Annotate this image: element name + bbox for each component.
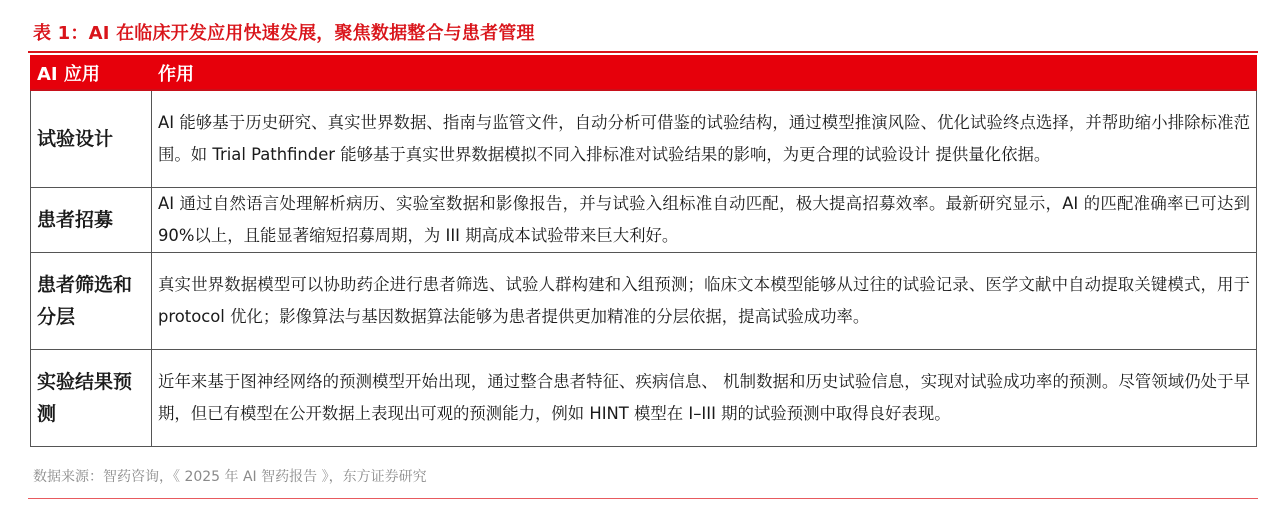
document-page: [28, 0, 1258, 520]
table-row: [31, 253, 1257, 350]
footer-divider: [28, 498, 1258, 499]
row-application-name: 实验结果预测: [31, 350, 152, 447]
row-application-description: AI 能够基于历史研究、真实世界数据、指南与监管文件，自动分析可借鉴的试验结构，通过模型推演风险、优化试验终点选择，并帮助缩小排除标准范围。如 Trial Pathfinder 能够基于真实世界数据模拟不同入排标准对试验结果的影响，为更合理的试验设计 提供量化依据。: [152, 90, 1257, 188]
row-application-description: 真实世界数据模型可以协助药企进行患者筛选、试验人群构建和入组预测；临床文本模型能够从过往的试验记录、医学文献中自动提取关键模式，用于 protocol 优化；影像算法与基因数据算法能够为患者提供更加精准的分层依据，提高试验成功率。: [152, 253, 1257, 350]
table-row: [31, 350, 1257, 447]
table-caption: 表 1：AI 在临床开发应用快速发展，聚焦数据整合与患者管理: [33, 23, 535, 44]
caption-divider: [28, 51, 1258, 53]
table-row: [31, 90, 1257, 188]
table-row: [31, 188, 1257, 253]
ai-applications-table: [30, 55, 1257, 447]
row-application-name: 患者筛选和分层: [31, 253, 152, 350]
data-source-note: 数据来源：智药咨询，《 2025 年 AI 智药报告 》，东方证券研究: [33, 469, 427, 485]
row-application-name: 患者招募: [31, 188, 152, 253]
header-ai-application: AI 应用: [31, 56, 152, 91]
row-application-name: 试验设计: [31, 90, 152, 188]
table-header-row: [31, 56, 1257, 91]
row-application-description: 近年来基于图神经网络的预测模型开始出现，通过整合患者特征、疾病信息、 机制数据和历史试验信息，实现对试验成功率的预测。尽管领域仍处于早期，但已有模型在公开数据上表现出可观的预测能力，例如 HINT 模型在 I–III 期的试验预测中取得良好表现。: [152, 350, 1257, 447]
row-application-description: AI 通过自然语言处理解析病历、实验室数据和影像报告，并与试验入组标准自动匹配，极大提高招募效率。最新研究显示，AI 的匹配准确率已可达到 90%以上，且能显著缩短招募周期，为 III 期高成本试验带来巨大利好。: [152, 188, 1257, 253]
header-function: 作用: [152, 56, 1257, 91]
